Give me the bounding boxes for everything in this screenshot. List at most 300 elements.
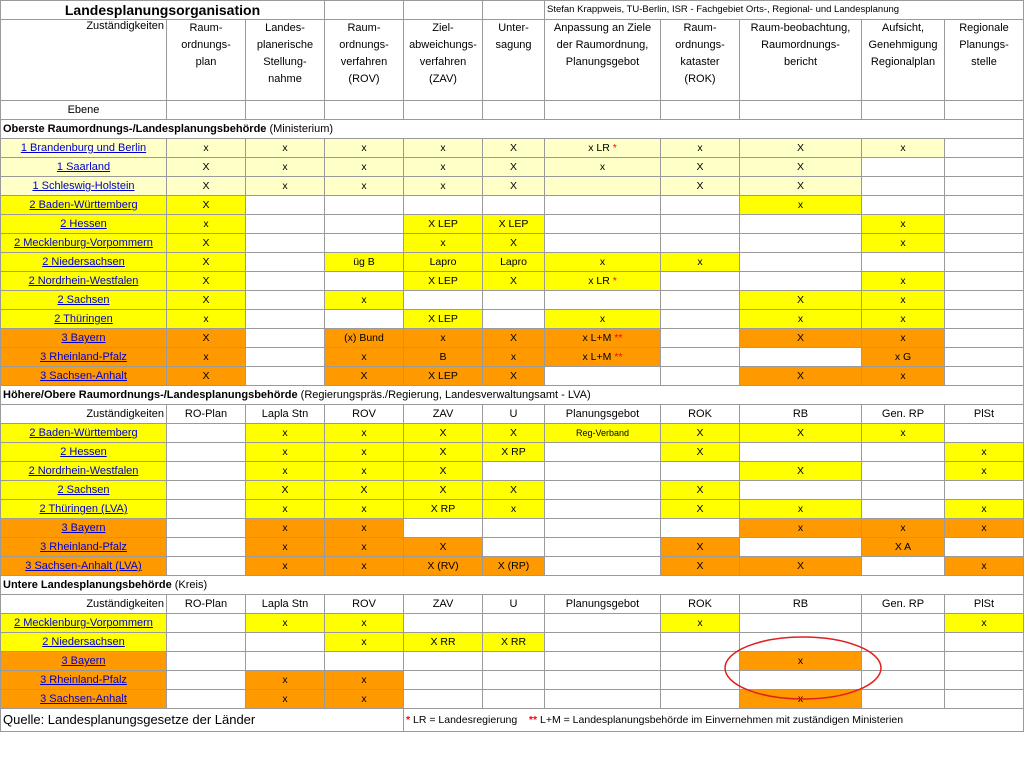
state-link[interactable]: 2 Sachsen (57, 484, 110, 496)
table-cell (545, 329, 661, 348)
table-cell: x (661, 614, 740, 633)
source-text: Quelle: Landesplanungsgesetze der Länder (1, 709, 404, 732)
state-link[interactable]: 2 Mecklenburg-Vorpommern (14, 617, 153, 629)
table-cell (545, 196, 661, 215)
table-row (1, 690, 1024, 709)
table-cell (661, 215, 740, 234)
table-cell: x (246, 557, 325, 576)
table-cell: x (325, 158, 404, 177)
table-cell (945, 633, 1024, 652)
table-cell: X (661, 177, 740, 196)
table-cell (945, 291, 1024, 310)
sub-header-cell: PlSt (945, 405, 1024, 424)
state-cell (1, 158, 167, 177)
column-header-line: planerische (256, 39, 314, 51)
table-row (1, 348, 1024, 367)
table-row (1, 253, 1024, 272)
state-link[interactable]: 3 Bayern (61, 655, 106, 667)
state-link[interactable]: 1 Brandenburg und Berlin (20, 142, 147, 154)
table-cell: X (483, 424, 545, 443)
state-cell (1, 538, 167, 557)
table-cell (167, 690, 246, 709)
table-cell (545, 462, 661, 481)
table-cell: x (862, 139, 945, 158)
footnote-marker: * (612, 275, 617, 287)
table-cell (246, 215, 325, 234)
table-cell: X LEP (404, 215, 483, 234)
state-cell (1, 443, 167, 462)
state-link[interactable]: 2 Thüringen (LVA) (39, 503, 128, 515)
zustaendigkeiten-label: Zuständigkeiten (1, 595, 167, 614)
table-cell: X (167, 234, 246, 253)
table-cell: x (862, 424, 945, 443)
empty-cell (404, 1, 483, 20)
state-cell (1, 272, 167, 291)
column-header (661, 20, 740, 101)
table-cell: x (404, 158, 483, 177)
table-cell (167, 614, 246, 633)
table-cell: x (945, 500, 1024, 519)
table-cell (740, 272, 862, 291)
table-cell (545, 671, 661, 690)
table-cell: x (325, 424, 404, 443)
column-header (483, 20, 545, 101)
table-cell (945, 196, 1024, 215)
table-cell (167, 462, 246, 481)
state-link[interactable]: 2 Nordrhein-Westfalen (28, 465, 139, 477)
table-cell (545, 272, 661, 291)
table-cell: x (325, 671, 404, 690)
table-cell: X (404, 462, 483, 481)
table-cell: X (167, 367, 246, 386)
table-cell: X (740, 557, 862, 576)
table-cell: X (483, 234, 545, 253)
table-cell (862, 443, 945, 462)
table-cell: X RP (483, 443, 545, 462)
section-heading-row (1, 120, 1024, 139)
column-header-line: ordnungs- (675, 39, 725, 51)
table-cell (246, 253, 325, 272)
state-cell (1, 633, 167, 652)
table-cell (325, 652, 404, 671)
table-cell (483, 291, 545, 310)
table-cell (325, 272, 404, 291)
table-cell (661, 690, 740, 709)
table-cell (404, 671, 483, 690)
table-row (1, 310, 1024, 329)
state-link[interactable]: 2 Hessen (60, 218, 107, 230)
table-cell (404, 291, 483, 310)
table-cell (945, 367, 1024, 386)
table-cell: B (404, 348, 483, 367)
table-cell (945, 652, 1024, 671)
table-cell (167, 519, 246, 538)
table-cell: x (404, 139, 483, 158)
table-cell: x (862, 329, 945, 348)
state-cell (1, 462, 167, 481)
column-header-line: ordnungs- (181, 39, 231, 51)
ebene-label: Ebene (1, 101, 167, 120)
table-cell: X (740, 367, 862, 386)
table-cell (862, 557, 945, 576)
table-cell: X (740, 158, 862, 177)
cell-value: x LR (588, 275, 613, 287)
table-cell: x (862, 272, 945, 291)
state-cell (1, 614, 167, 633)
empty-cell (483, 101, 545, 120)
sub-header-cell: ZAV (404, 595, 483, 614)
table-cell (862, 177, 945, 196)
empty-cell (325, 101, 404, 120)
state-cell (1, 519, 167, 538)
table-cell: X (483, 329, 545, 348)
column-header-line: (ROK) (684, 73, 716, 85)
table-row (1, 443, 1024, 462)
empty-cell (661, 101, 740, 120)
table-cell (483, 614, 545, 633)
table-cell: X (167, 253, 246, 272)
table-cell (661, 367, 740, 386)
table-cell: X (167, 329, 246, 348)
table-cell: x (945, 443, 1024, 462)
table-cell (862, 690, 945, 709)
state-cell (1, 215, 167, 234)
state-cell (1, 196, 167, 215)
table-cell (945, 215, 1024, 234)
column-header-line: Landes- (265, 22, 305, 34)
state-cell (1, 557, 167, 576)
table-cell (661, 519, 740, 538)
state-link[interactable]: 2 Hessen (60, 446, 107, 458)
table-cell (246, 633, 325, 652)
column-header-line: Regionalplan (870, 56, 936, 68)
zustaendigkeiten-label: Zuständigkeiten (1, 20, 167, 101)
table-cell: Reg-Verband (545, 424, 661, 443)
table-cell (862, 481, 945, 500)
table-cell (945, 671, 1024, 690)
column-header-line: Ziel- (432, 22, 454, 34)
table-row (1, 633, 1024, 652)
table-cell: x (246, 538, 325, 557)
table-cell (945, 272, 1024, 291)
table-cell (945, 538, 1024, 557)
table-cell (661, 671, 740, 690)
table-cell (661, 633, 740, 652)
table-cell (945, 481, 1024, 500)
table-cell: x (246, 519, 325, 538)
table-cell (661, 310, 740, 329)
table-cell (167, 671, 246, 690)
table-cell: X (325, 367, 404, 386)
column-header-line: sagung (495, 39, 532, 51)
column-header (862, 20, 945, 101)
table-cell (545, 348, 661, 367)
empty-cell (545, 101, 661, 120)
state-link[interactable]: 3 Sachsen-Anhalt (LVA) (25, 560, 142, 572)
table-cell (862, 253, 945, 272)
table-cell (545, 291, 661, 310)
state-cell (1, 671, 167, 690)
column-header-line: verfahren (419, 56, 467, 68)
table-cell: x (404, 329, 483, 348)
ebene-row (1, 101, 1024, 120)
table-cell: X LEP (483, 215, 545, 234)
table-cell: x (246, 177, 325, 196)
table-cell (740, 253, 862, 272)
sub-header-cell: Planungsgebot (545, 405, 661, 424)
table-cell: x (945, 519, 1024, 538)
table-cell: x (246, 443, 325, 462)
table-cell: X A (862, 538, 945, 557)
column-header (545, 20, 661, 101)
table-cell (945, 310, 1024, 329)
cell-value: x L+M (582, 351, 615, 363)
column-header (246, 20, 325, 101)
column-header-line: Anpassung an Ziele (553, 22, 652, 34)
column-header-line: ordnungs- (339, 39, 389, 51)
credit-text: Stefan Krappweis, TU-Berlin, ISR - Fachgebiet Orts-, Regional- und Landesplanung (545, 1, 1024, 20)
table-cell: X (740, 424, 862, 443)
table-cell (483, 196, 545, 215)
table-cell (167, 557, 246, 576)
table-cell: x (740, 196, 862, 215)
table-row (1, 671, 1024, 690)
table-cell (545, 519, 661, 538)
table-cell: x (246, 424, 325, 443)
table-cell (545, 500, 661, 519)
table-cell (862, 462, 945, 481)
table-cell (167, 443, 246, 462)
sub-header-cell: Planungsgebot (545, 595, 661, 614)
table-cell: x (862, 519, 945, 538)
sub-header-cell: PlSt (945, 595, 1024, 614)
sub-header-cell: RB (740, 595, 862, 614)
section-heading-rest: (Regierungspräs./Regierung, Landesverwaltungsamt - LVA) (297, 389, 591, 401)
column-header-line: (ROV) (348, 73, 380, 85)
table-cell: X (RV) (404, 557, 483, 576)
state-cell (1, 310, 167, 329)
table-row (1, 329, 1024, 348)
state-link[interactable]: 2 Niedersachsen (42, 256, 125, 268)
state-link[interactable]: 3 Bayern (61, 522, 106, 534)
column-header-line: Unter- (498, 22, 529, 34)
table-cell: x (246, 671, 325, 690)
table-row (1, 481, 1024, 500)
sub-header-cell: ROK (661, 405, 740, 424)
table-cell: X (404, 424, 483, 443)
table-cell (862, 633, 945, 652)
state-link[interactable]: 3 Bayern (61, 332, 106, 344)
table-cell: X (246, 481, 325, 500)
table-cell (740, 215, 862, 234)
table-cell (661, 234, 740, 253)
table-cell: x (545, 158, 661, 177)
table-cell: X (661, 557, 740, 576)
state-cell (1, 234, 167, 253)
state-link[interactable]: 3 Rheinland-Pfalz (40, 351, 127, 363)
table-cell: x (325, 557, 404, 576)
table-cell (545, 652, 661, 671)
column-header-line: kataster (680, 56, 720, 68)
table-cell (545, 614, 661, 633)
table-cell: x (167, 215, 246, 234)
table-cell (167, 633, 246, 652)
section-heading-row (1, 386, 1024, 405)
table-row (1, 234, 1024, 253)
table-cell: x (167, 310, 246, 329)
table-row (1, 652, 1024, 671)
table-cell: X (167, 177, 246, 196)
table-cell (545, 177, 661, 196)
state-link[interactable]: 2 Nordrhein-Westfalen (28, 275, 139, 287)
table-cell (483, 690, 545, 709)
column-header-line: Aufsicht, (881, 22, 925, 34)
state-link[interactable]: 2 Sachsen (57, 294, 110, 306)
state-link[interactable]: 1 Schleswig-Holstein (32, 180, 135, 192)
sub-header-cell: RB (740, 405, 862, 424)
sub-header-cell: ZAV (404, 405, 483, 424)
table-cell: X RP (404, 500, 483, 519)
section-heading (1, 386, 1024, 405)
table-cell: X (740, 462, 862, 481)
spacer (517, 714, 529, 726)
table-cell: x (862, 310, 945, 329)
table-cell: X LEP (404, 367, 483, 386)
column-header-line: Planungs- (959, 39, 1009, 51)
table-cell: x (325, 177, 404, 196)
state-link[interactable]: 2 Mecklenburg-Vorpommern (14, 237, 153, 249)
sub-header-cell: U (483, 405, 545, 424)
table-cell: X LEP (404, 272, 483, 291)
table-cell: X (483, 139, 545, 158)
column-header-line: Planungsgebot (565, 56, 640, 68)
empty-cell (740, 101, 862, 120)
table-cell (945, 158, 1024, 177)
table-cell: X (661, 158, 740, 177)
table-cell (167, 481, 246, 500)
table-cell: x (862, 367, 945, 386)
state-link[interactable]: 2 Niedersachsen (42, 636, 125, 648)
footnote-1: LR = Landesregierung (410, 714, 518, 726)
table-cell (945, 253, 1024, 272)
state-link[interactable]: 2 Baden-Württemberg (29, 427, 138, 439)
footnote-marker: * (612, 142, 617, 154)
state-cell (1, 424, 167, 443)
table-cell (483, 310, 545, 329)
table-cell: x (246, 614, 325, 633)
table-cell: X (740, 177, 862, 196)
table-cell: X (483, 367, 545, 386)
column-header-line: Raum-beobachtung, (750, 22, 851, 34)
table-cell: x (167, 139, 246, 158)
table-cell (246, 367, 325, 386)
table-cell: X (661, 481, 740, 500)
state-link[interactable]: 2 Thüringen (54, 313, 113, 325)
column-header-line: Regionale (959, 22, 1009, 34)
table-cell: X (661, 424, 740, 443)
table-row (1, 538, 1024, 557)
table-cell (945, 329, 1024, 348)
table-cell: x (325, 500, 404, 519)
table-cell (246, 329, 325, 348)
column-header-line: (ZAV) (429, 73, 457, 85)
table-cell: x (246, 139, 325, 158)
table-row (1, 424, 1024, 443)
table-row (1, 462, 1024, 481)
column-header-line: Raum- (683, 22, 717, 34)
table-cell: üg B (325, 253, 404, 272)
table-cell (740, 348, 862, 367)
state-link[interactable]: 1 Saarland (56, 161, 111, 173)
table-cell: x (404, 234, 483, 253)
state-link[interactable]: 3 Sachsen-Anhalt (40, 693, 127, 705)
cell-value: x L+M (582, 332, 615, 344)
table-cell: X (404, 481, 483, 500)
table-cell (404, 652, 483, 671)
table-cell (483, 652, 545, 671)
table-cell: X (661, 500, 740, 519)
sub-header-cell: Lapla Stn (246, 595, 325, 614)
table-cell: Lapro (483, 253, 545, 272)
section-heading (1, 120, 1024, 139)
table-cell (246, 348, 325, 367)
table-cell: x (740, 652, 862, 671)
table-cell (862, 158, 945, 177)
table-cell (740, 614, 862, 633)
table-cell (740, 538, 862, 557)
table-cell: X (661, 443, 740, 462)
table-cell: X (167, 158, 246, 177)
column-header (740, 20, 862, 101)
empty-cell (325, 1, 404, 20)
column-header-line: Raum- (189, 22, 223, 34)
state-cell (1, 367, 167, 386)
table-cell: x (246, 158, 325, 177)
state-link[interactable]: 3 Rheinland-Pfalz (40, 541, 127, 553)
state-link[interactable]: 3 Sachsen-Anhalt (40, 370, 127, 382)
table-cell (404, 614, 483, 633)
empty-cell (862, 101, 945, 120)
table-row (1, 367, 1024, 386)
table-cell (404, 519, 483, 538)
column-header-row (1, 20, 1024, 101)
table-row (1, 158, 1024, 177)
sub-header-cell: RO-Plan (167, 405, 246, 424)
title-row (1, 1, 1024, 20)
table-cell: X (325, 481, 404, 500)
table-cell: x (661, 139, 740, 158)
table-cell (862, 196, 945, 215)
empty-cell (483, 1, 545, 20)
table-cell (545, 139, 661, 158)
table-cell: X (167, 291, 246, 310)
table-cell: X RR (404, 633, 483, 652)
table-cell: x (945, 557, 1024, 576)
column-header-line: bericht (783, 56, 818, 68)
table-row (1, 177, 1024, 196)
table-cell (661, 462, 740, 481)
table-cell (740, 481, 862, 500)
sub-header-cell: Lapla Stn (246, 405, 325, 424)
cell-value: x LR (588, 142, 613, 154)
sub-header-row (1, 595, 1024, 614)
table-cell (167, 538, 246, 557)
section-heading (1, 576, 1024, 595)
table-cell: x (945, 462, 1024, 481)
state-link[interactable]: 2 Baden-Württemberg (29, 199, 138, 211)
state-link[interactable]: 3 Rheinland-Pfalz (40, 674, 127, 686)
table-cell (325, 196, 404, 215)
